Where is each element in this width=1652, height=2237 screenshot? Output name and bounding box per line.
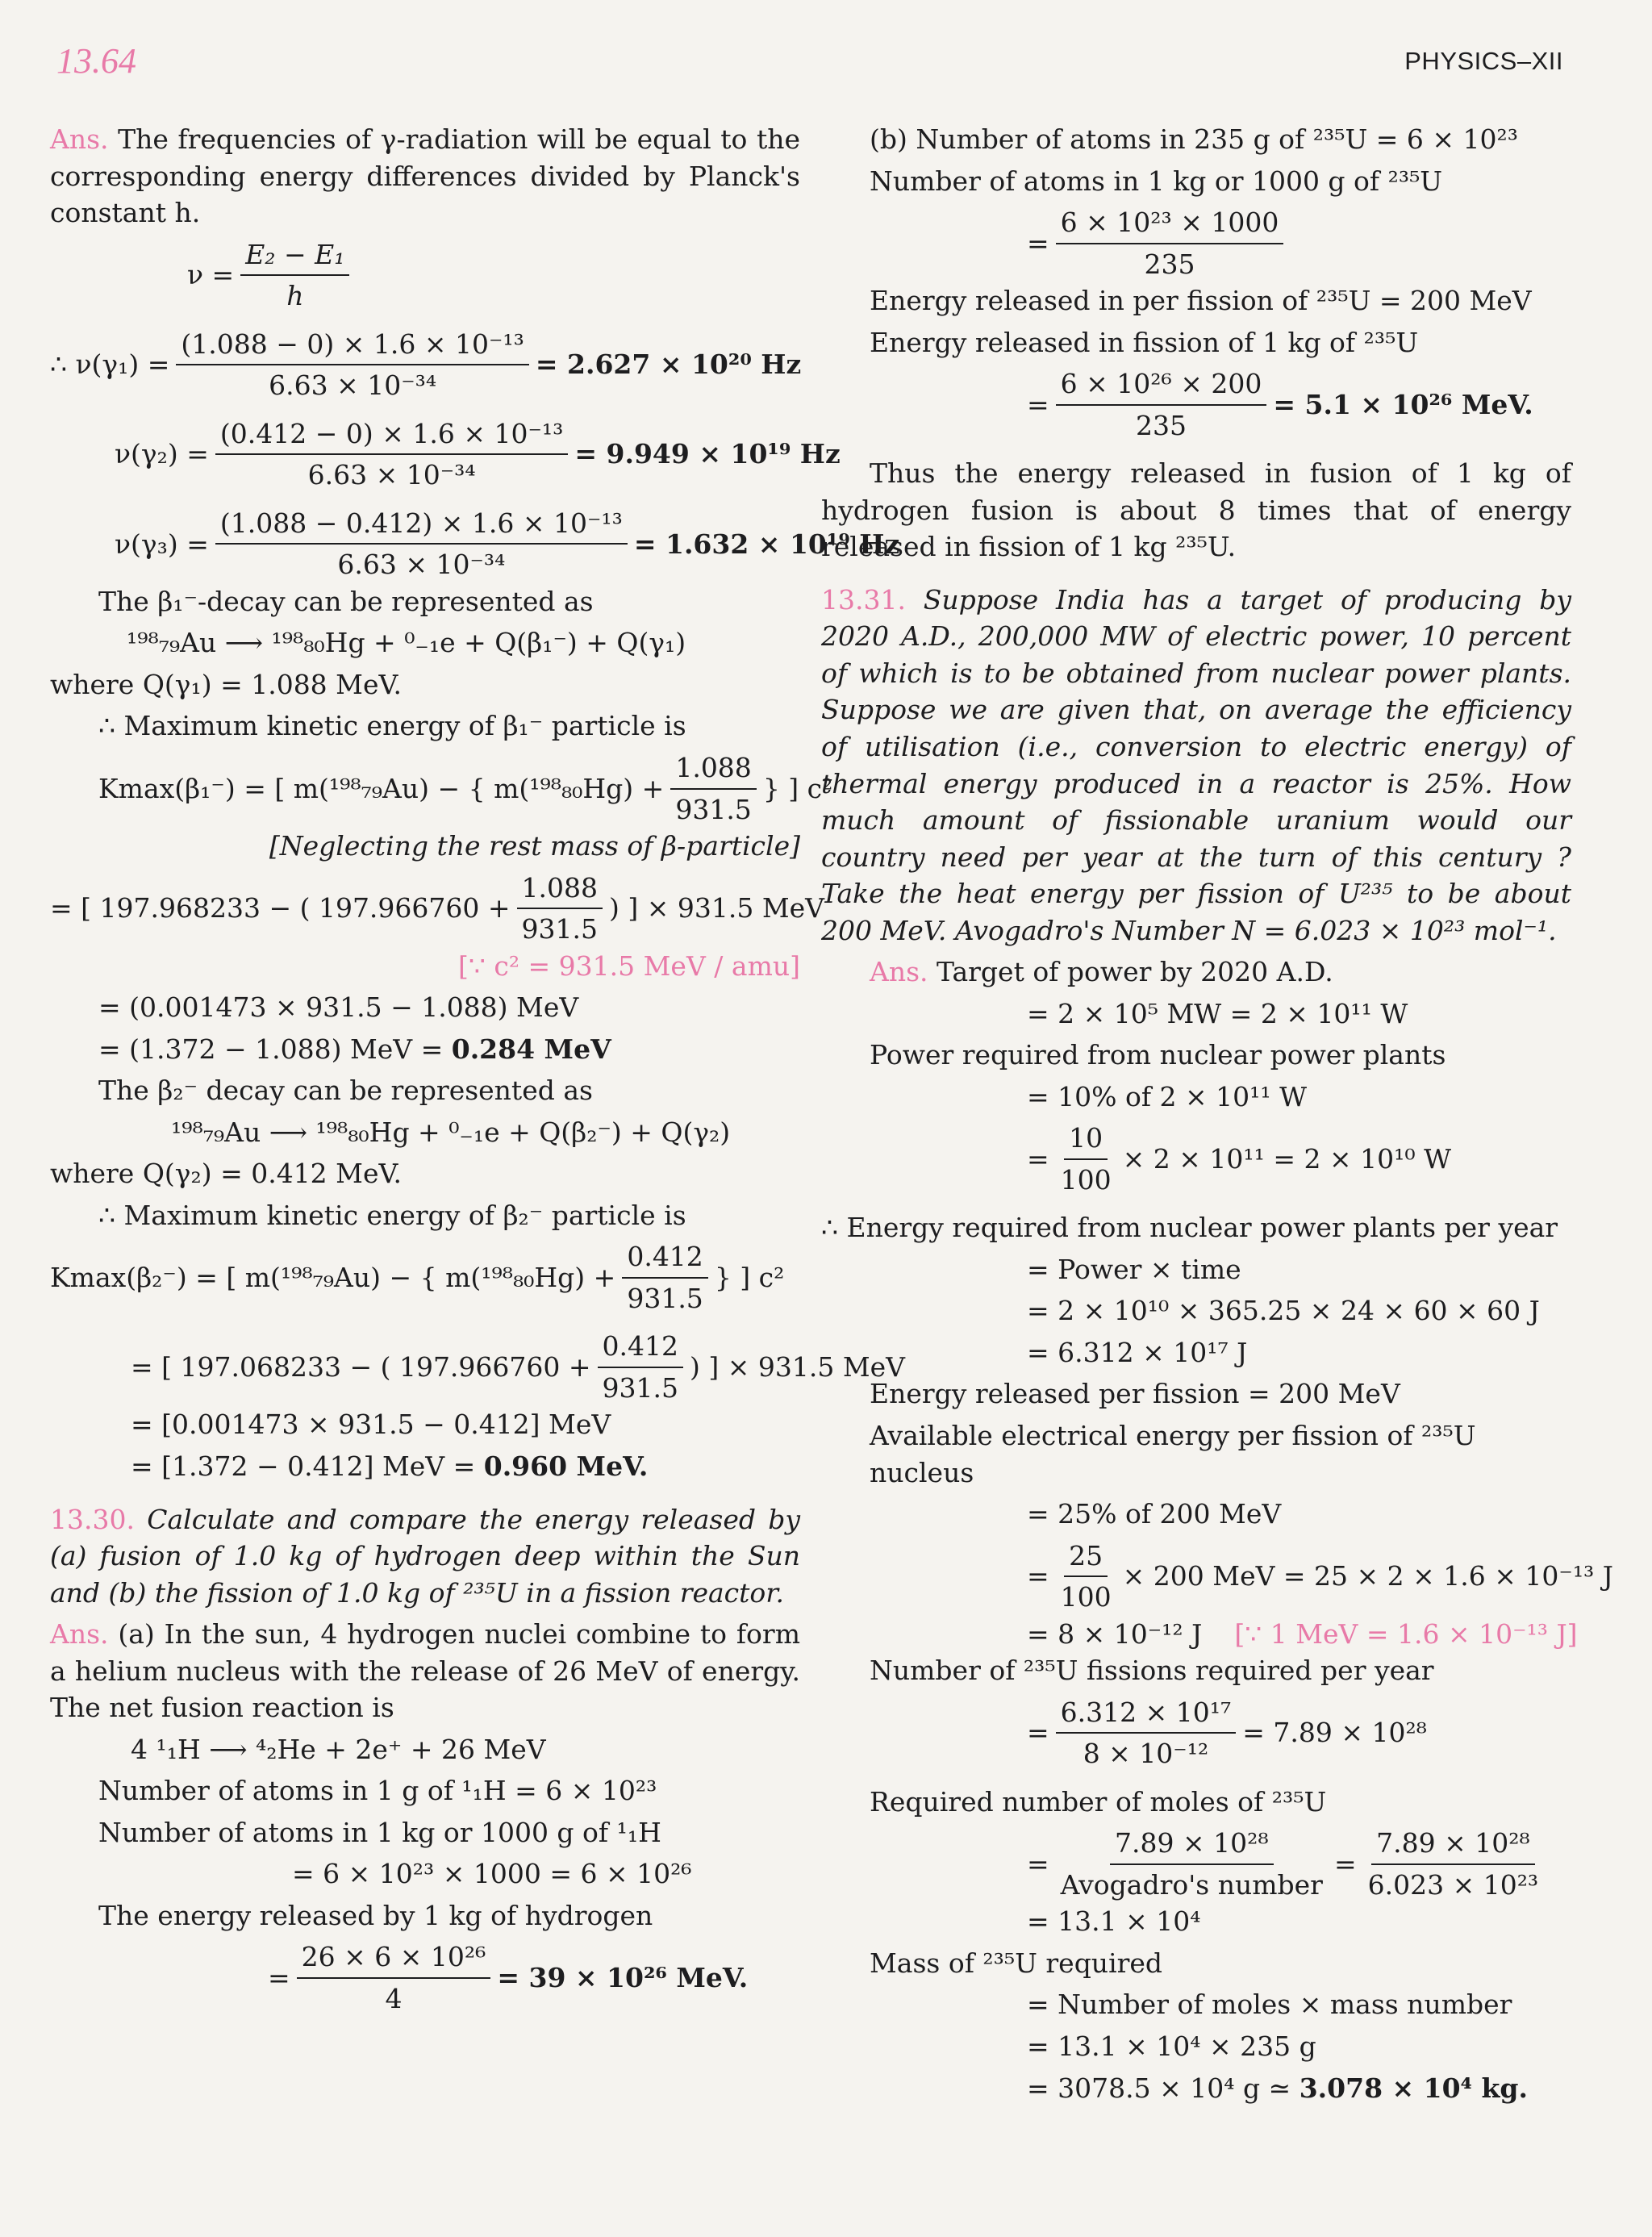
available-energy-result: = 8 × 10⁻¹² J [∵ 1 MeV = 1.6 × 10⁻¹³ J]	[821, 1616, 1571, 1653]
beta2-kmax: Kmax(β₂⁻) = [ m(¹⁹⁸₇₉Au) − { m(¹⁹⁸₈₀Hg) + $\frac{0.412}{931.5}$ } ] c²	[50, 1238, 800, 1317]
moles-result: = 13.1 × 10⁴	[1027, 1905, 1201, 1938]
mass-result: = 3078.5 × 10⁴ g ≃ 3.078 × 10⁴ kg.	[1027, 2072, 1528, 2104]
power-time: = Power × time	[1027, 1253, 1241, 1285]
fission-energy: Energy released in per fission of ²³⁵U = 200 MeV	[870, 285, 1532, 317]
target-power: Ans. Target of power by 2020 A.D.	[870, 956, 1333, 988]
gamma2-frequency: ν(γ₂) = $\frac{\text{(0.412 − 0) × 1.6 × 10⁻¹³}}{\text{6.63 × 10⁻³⁴}}$ = 9.949 × 10¹⁹ Hz	[50, 415, 800, 494]
atoms-1g: Number of atoms in 1 g of ¹₁H = 6 × 10²³	[98, 1775, 657, 1807]
moles-eq: = $\frac{\text{7.89 × 10²⁸}}{\text{Avogadro's number}}$ = $\frac{\text{7.89 × 10²⁸}}{\text{6.023 × 10²³}}$	[821, 1825, 1571, 1903]
right-column	[821, 121, 1613, 2111]
beta1-result-2: = (1.372 − 1.088) MeV = 0.284 MeV	[98, 1033, 611, 1065]
beta1-max: ∴ Maximum kinetic energy of β₁⁻ particle is	[98, 710, 686, 742]
comparison: Thus the energy released in fusion of 1 kg of hydrogen fusion is about 8 times that of energy released in fission of 1 kg ²³⁵U.	[821, 457, 1571, 563]
beta1-kmax: Kmax(β₁⁻) = [ m(¹⁹⁸₇₉Au) − { m(¹⁹⁸₈₀Hg) + $\frac{1.088}{931.5}$ } ] c²	[50, 749, 800, 828]
mass-required: Mass of ²³⁵U required	[870, 1947, 1163, 1979]
ans-label: Ans.	[50, 1618, 109, 1651]
neglect-note: [Neglecting the rest mass of β-particle]	[269, 830, 800, 862]
fission-atoms-eq: = $\frac{\text{6 × 10²³ × 1000}}{235}$	[821, 204, 1571, 282]
answer-13-30: Ans. (a) In the sun, 4 hydrogen nuclei combine to form a helium nucleus with the release of 26 MeV of energy. The net fusion reaction is	[50, 1618, 800, 1724]
fission-energy-eq: = $\frac{\text{6 × 10²⁶ × 200}}{235}$ = 5.1 × 10²⁶ MeV.	[821, 365, 1571, 444]
book-title: PHYSICS–XII	[1404, 47, 1563, 75]
beta1-intro: The β₁⁻-decay can be represented as	[98, 585, 594, 617]
available-energy-value: = 25% of 200 MeV	[1027, 1498, 1282, 1530]
fissions-required: Number of ²³⁵U fissions required per year	[870, 1655, 1434, 1687]
beta1-result-1: = (0.001473 × 931.5 − 1.088) MeV	[98, 991, 579, 1024]
energy-hydrogen: The energy released by 1 kg of hydrogen	[98, 1899, 653, 1931]
question-number: 13.31.	[821, 583, 906, 616]
mass-calc: = 13.1 × 10⁴ × 235 g	[1027, 2030, 1316, 2062]
beta2-substitution: = [ 197.068233 − ( 197.966760 + $\frac{0.412}{931.5}$ ) ] × 931.5 MeV	[50, 1328, 800, 1406]
fission-atoms-235g: (b) Number of atoms in 235 g of ²³⁵U = 6 × 10²³	[870, 123, 1518, 155]
beta2-reaction: ¹⁹⁸₇₉Au ⟶ ¹⁹⁸₈₀Hg + ⁰₋₁e + Q(β₂⁻) + Q(γ₂)	[171, 1116, 731, 1148]
power-required-value: = 10% of 2 × 10¹¹ W	[1027, 1080, 1308, 1112]
mass-formula: = Number of moles × mass number	[1027, 1989, 1512, 2021]
moles-required: Required number of moles of ²³⁵U	[870, 1785, 1327, 1818]
atoms-value: = 6 × 10²³ × 1000 = 6 × 10²⁶	[292, 1858, 692, 1890]
atoms-1kg: Number of atoms in 1 kg or 1000 g of ¹₁H	[98, 1816, 661, 1848]
gamma1-frequency: ∴ ν(γ₁) = $\frac{\text{(1.088 − 0) × 1.6 × 10⁻¹³}}{\text{6.63 × 10⁻³⁴}}$ = 2.627 × 10²⁰ Hz	[50, 326, 800, 404]
page-number: 13.64	[56, 41, 136, 81]
beta2-intro: The β₂⁻ decay can be represented as	[98, 1075, 593, 1107]
question-13-30: 13.30. Calculate and compare the energy released by (a) fusion of 1.0 kg of hydrogen deep within the Sun and (b) the fission of 1.0 kg of ²³⁵U in a fission reactor.	[50, 1503, 800, 1609]
question-number: 13.30.	[50, 1503, 135, 1535]
power-required-eq: = $\frac{10}{100}$ × 2 × 10¹¹ = 2 × 10¹⁰ W	[821, 1120, 1571, 1198]
fission-atoms-1kg: Number of atoms in 1 kg or 1000 g of ²³⁵U	[870, 165, 1443, 197]
beta1-substitution: = [ 197.968233 − ( 197.966760 + $\frac{1.088}{931.5}$ ) ] × 931.5 MeV	[50, 870, 800, 948]
fissions-eq: = $\frac{\text{6.312 × 10¹⁷}}{\text{8 × 10⁻¹²}}$ = 7.89 × 10²⁸	[821, 1694, 1571, 1772]
energy-required: ∴ Energy required from nuclear power plants per year	[821, 1212, 1558, 1244]
beta1-where: where Q(γ₁) = 1.088 MeV.	[50, 668, 403, 700]
power-time-result: = 6.312 × 10¹⁷ J	[1027, 1336, 1248, 1368]
beta2-result-2: = [1.372 − 0.412] MeV = 0.960 MeV.	[131, 1450, 649, 1482]
beta2-result-1: = [0.001473 × 931.5 − 0.412] MeV	[131, 1409, 611, 1441]
answer-paragraph: Ans. The frequencies of γ-radiation will be equal to the corresponding energy differences divided by Planck's constant h.	[50, 123, 800, 229]
beta1-reaction: ¹⁹⁸₇₉Au ⟶ ¹⁹⁸₈₀Hg + ⁰₋₁e + Q(β₁⁻) + Q(γ₁)	[127, 627, 686, 659]
power-time-calc: = 2 × 10¹⁰ × 365.25 × 24 × 60 × 60 J	[1027, 1295, 1540, 1327]
ans-label: Ans.	[870, 956, 928, 988]
available-energy-eq: = $\frac{25}{100}$ × 200 MeV = 25 × 2 × 1.6 × 10⁻¹³ J	[821, 1538, 1571, 1616]
beta2-where: where Q(γ₂) = 0.412 MeV.	[50, 1158, 403, 1190]
gamma3-frequency: ν(γ₃) = $\frac{\text{(1.088 − 0.412) × 1.6 × 10⁻¹³}}{\text{6.63 × 10⁻³⁴}}$ = 1.632 × 10¹⁹ Hz	[50, 505, 800, 583]
target-power-value: = 2 × 10⁵ MW = 2 × 10¹¹ W	[1027, 997, 1408, 1029]
c2-note: [∵ c² = 931.5 MeV / amu]	[457, 949, 800, 982]
fission-energy-1kg: Energy released in fission of 1 kg of ²³⁵U	[870, 326, 1419, 358]
ans-label: Ans.	[50, 123, 109, 155]
beta2-max: ∴ Maximum kinetic energy of β₂⁻ particle is	[98, 1199, 686, 1231]
power-required: Power required from nuclear power plants	[870, 1039, 1446, 1071]
energy-per-fission: Energy released per fission = 200 MeV	[870, 1378, 1400, 1410]
energy-hydrogen-eq: = $\frac{\text{26 × 6 × 10²⁶}}{4}$ = 39 × 10²⁶ MeV.	[50, 1939, 800, 2017]
mev-note: [∵ 1 MeV = 1.6 × 10⁻¹³ J]	[1234, 1617, 1578, 1650]
fusion-reaction: 4 ¹₁H ⟶ ⁴₂He + 2e⁺ + 26 MeV	[131, 1733, 546, 1765]
question-13-31: 13.31. Suppose India has a target of producing by 2020 A.D., 200,000 MW of electric power, 10 percent of which is to be obtained from nuclear power plants. Suppose we are given that, on average the efficiency of utilisation (i.e., conversion to electric energy) of thermal energy produced in a reactor is 25%. How much amount of fissionable uranium would our country need per year at the turn of this century ? Take the heat energy per fission of U²³⁵ to be about 200 MeV. Avogadro's Number N = 6.023 × 10²³ mol⁻¹.	[821, 583, 1571, 946]
available-energy: Available electrical energy per fission of ²³⁵U nucleus	[870, 1420, 1476, 1488]
nu-equation: ν = $\frac{\text{E₂ − E₁}}{h}$	[50, 236, 800, 315]
